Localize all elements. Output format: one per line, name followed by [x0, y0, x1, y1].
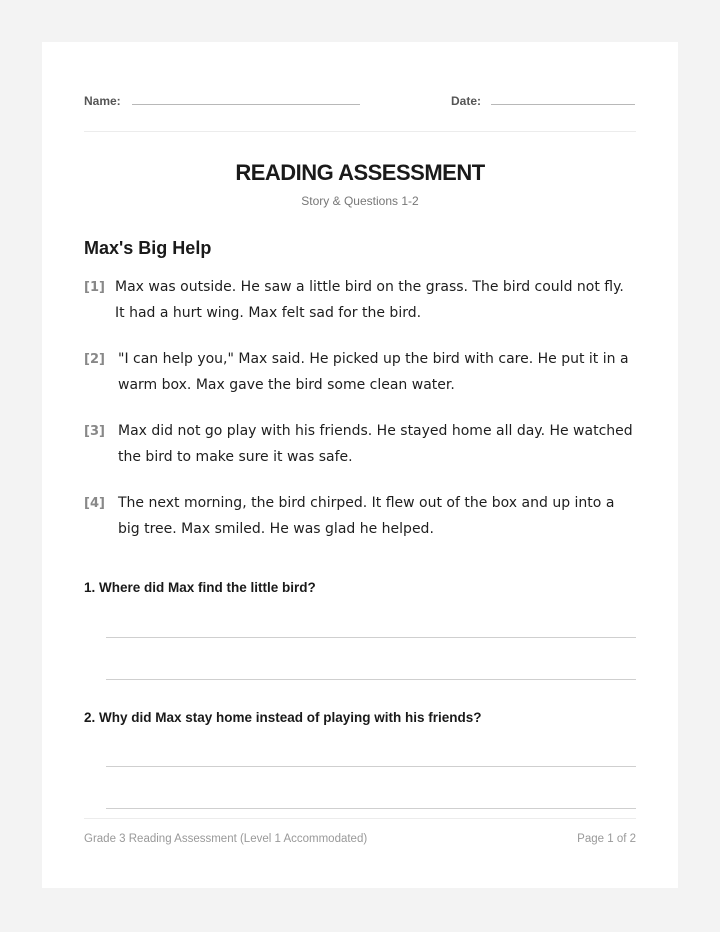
student-info-fields	[84, 94, 635, 114]
paragraph-number: [2]	[84, 352, 105, 367]
paragraph-text: The next morning, the bird chirped. It flew out of the box and up into a big tree. Max smiled. He was glad he helped.	[118, 495, 615, 537]
paragraph-number: [3]	[84, 424, 105, 439]
footer-divider	[84, 818, 636, 819]
question-2: 2. Why did Max stay home instead of playing with his friends?	[84, 710, 482, 725]
answer-line[interactable]	[106, 766, 636, 767]
paragraph-text: "I can help you," Max said. He picked up the bird with care. He put it in a warm box. Max gave the bird some clean water.	[118, 351, 629, 393]
answer-line[interactable]	[106, 808, 636, 809]
header-divider	[84, 131, 636, 132]
name-label: Name:	[84, 94, 121, 108]
paragraph-text: Max did not go play with his friends. He stayed home all day. He watched the bird to make sure it was safe.	[118, 423, 633, 465]
page-number: Page 1 of 2	[577, 833, 636, 845]
answer-line[interactable]	[106, 637, 636, 638]
worksheet-page	[42, 42, 678, 888]
name-field-line	[132, 104, 360, 105]
question-1: 1. Where did Max find the little bird?	[84, 580, 316, 595]
page-subtitle: Story & Questions 1-2	[301, 194, 419, 208]
paragraph-number: [4]	[84, 496, 105, 511]
story-title: Max's Big Help	[84, 238, 212, 258]
answer-line[interactable]	[106, 679, 636, 680]
paragraph-number: [1]	[84, 280, 105, 295]
date-field-line	[491, 104, 635, 105]
page-title: READING ASSESSMENT	[235, 160, 485, 185]
footer-course-label: Grade 3 Reading Assessment (Level 1 Accommodated)	[84, 833, 368, 845]
paragraph-text: Max was outside. He saw a little bird on the grass. The bird could not fly. It had a hurt wing. Max felt sad for the bird.	[115, 279, 624, 321]
date-label: Date:	[451, 94, 482, 108]
